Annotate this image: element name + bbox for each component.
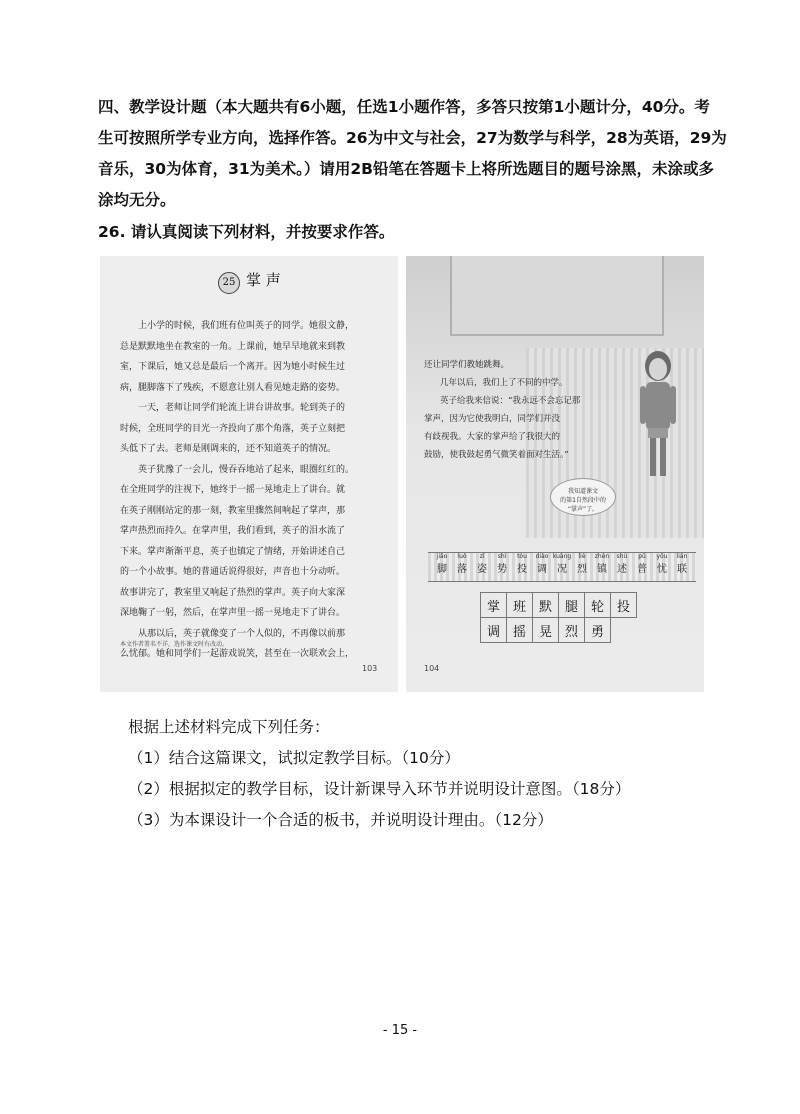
bubble-line: 我知道课文 <box>567 488 598 495</box>
intro-line: 音乐，30为体育，31为美术。）请用2B铅笔在答题卡上将所选题目的题号涂黑，未涂或多 <box>98 160 714 178</box>
text-line: 故事讲完了，教室里又响起了热烈的掌声。英子向大家深 <box>120 587 346 598</box>
pinyin-word <box>432 553 452 575</box>
vocab-char: 忧 <box>657 564 667 575</box>
page-gutter <box>398 256 406 692</box>
vocab-char: 普 <box>637 564 647 575</box>
text-line: 掌声热烈而持久。在掌声里，我们看到，英子的泪水流了 <box>120 526 346 536</box>
vocab-char: 联 <box>677 564 687 575</box>
lesson-body-text-continued <box>424 356 624 464</box>
grid-char: 调 <box>481 618 507 643</box>
writing-grid <box>480 592 637 643</box>
grid-row <box>481 618 637 643</box>
pinyin: lián <box>676 553 688 560</box>
question-26-heading: 26. 请认真阅读下列材料，并按要求作答。 <box>98 223 395 241</box>
intro-line: 涂均无分。 <box>98 191 176 209</box>
pinyin-word <box>592 553 612 575</box>
speech-bubble <box>550 478 616 516</box>
vocab-char: 镇 <box>597 564 607 575</box>
pinyin-word <box>452 553 472 575</box>
grid-char: 烈 <box>559 618 585 643</box>
textbook-page-left <box>100 256 398 692</box>
pinyin-word <box>492 553 512 575</box>
text-line: 上小学的时候，我们班有位叫英子的同学。她很文静， <box>138 321 355 331</box>
grid-char: 摇 <box>507 618 533 643</box>
lesson-body-text <box>120 316 382 665</box>
lesson-title <box>218 269 281 294</box>
vocab-char: 述 <box>617 564 627 575</box>
text-line: 英子犹豫了一会儿，慢吞吞地站了起来，眼圈红红的。 <box>138 464 355 475</box>
question-section-intro <box>98 92 727 216</box>
pinyin: diào <box>535 553 549 560</box>
text-line: 总是默默地坐在教室的一角。上课前，她早早地就来到教 <box>120 341 346 352</box>
bubble-line: “掌声”了。 <box>567 506 599 513</box>
task-item: （3）为本课设计一个合适的板书，并说明设计理由。（12分） <box>128 811 553 829</box>
girl-illustration <box>628 344 688 484</box>
task-item: （1）结合这篇课文，试拟定教学目标。（10分） <box>128 749 460 767</box>
pinyin: shì <box>497 553 507 560</box>
vocab-char: 投 <box>517 564 527 575</box>
vocab-char: 况 <box>557 564 567 575</box>
task-list <box>128 712 630 836</box>
pinyin-vocabulary-band <box>428 552 696 582</box>
pinyin-word <box>672 553 692 575</box>
text-line: 有歧视我。大家的掌声给了我很大的 <box>424 432 561 442</box>
grid-char: 默 <box>533 593 559 618</box>
pinyin: jiǎo <box>436 553 448 560</box>
pinyin-word <box>472 553 492 575</box>
lesson-number-badge: 25 <box>218 272 240 294</box>
lesson-title-text: 掌 声 <box>246 271 281 289</box>
pinyin: yōu <box>656 553 668 560</box>
grid-empty-cell <box>611 618 637 643</box>
pinyin-word <box>552 553 572 575</box>
pinyin: shù <box>616 553 628 560</box>
text-line: 室，下课后，她又总是最后一个离开。因为她小时候生过 <box>120 362 346 372</box>
text-line: 几年以后，我们上了不同的中学。 <box>440 378 568 388</box>
pinyin-word <box>512 553 532 575</box>
text-line: 一天，老师让同学们轮流上讲台讲故事。轮到英子的 <box>138 403 346 413</box>
page-number-right: 104 <box>424 664 440 673</box>
pinyin-word <box>532 553 552 575</box>
pinyin-word <box>572 553 592 575</box>
text-line: 的一个小故事。她的普通话说得很好，声音也十分动听。 <box>120 567 346 577</box>
pinyin-word <box>652 553 672 575</box>
task-item: （2）根据拟定的教学目标，设计新课导入环节并说明设计意图。（18分） <box>128 780 631 798</box>
text-line: 下来。掌声渐渐平息，英子也镇定了情绪，开始讲述自己 <box>120 546 346 557</box>
grid-char: 掌 <box>481 593 507 618</box>
pinyin-word <box>612 553 632 575</box>
pinyin: zī <box>479 553 485 560</box>
pinyin: liè <box>578 553 586 560</box>
text-line: 鼓励，使我鼓起勇气微笑着面对生活。” <box>424 450 569 460</box>
text-line: 英子给我来信说：“我永远不会忘记那 <box>440 396 581 406</box>
intro-line: 生可按照所学专业方向，选择作答。26为中文与社会，27为数学与科学，28为英语，29为 <box>98 129 727 147</box>
pinyin-word <box>632 553 652 575</box>
text-line: 么忧郁。她和同学们一起游戏说笑，甚至在一次联欢会上， <box>120 649 355 659</box>
text-line: 掌声，因为它使我明白，同学们并没 <box>424 414 561 424</box>
task-intro: 根据上述材料完成下列任务： <box>128 718 330 736</box>
grid-char: 勇 <box>585 618 611 643</box>
grid-char: 腿 <box>559 593 585 618</box>
text-line: 从那以后，英子就像变了一个人似的，不再像以前那 <box>138 628 346 639</box>
page-number-left: 103 <box>362 664 378 673</box>
textbook-page-right <box>406 256 704 692</box>
text-line: 在英子刚刚站定的那一刻，教室里骤然间响起了掌声，那 <box>120 505 346 516</box>
grid-char: 晃 <box>533 618 559 643</box>
vocab-char: 落 <box>457 564 467 575</box>
vocab-char: 烈 <box>577 564 587 575</box>
pinyin: luò <box>457 553 467 560</box>
pinyin: zhèn <box>594 553 610 560</box>
vocab-char: 脚 <box>437 564 447 575</box>
pinyin: kuàng <box>552 553 572 560</box>
intro-line: 四、教学设计题（本大题共有6小题，任选1小题作答，多答只按第1小题计分，40分。考 <box>98 98 710 116</box>
grid-row <box>481 593 637 618</box>
page-footer-number: - 15 - <box>382 1023 418 1038</box>
text-line: 头低下了去。老师是刚调来的，还不知道英子的情况。 <box>120 444 337 454</box>
text-line: 还让同学们教她跳舞。 <box>424 360 510 370</box>
text-line: 病，腿脚落下了残疾，不愿意让别人看见她走路的姿势。 <box>120 382 346 393</box>
vocab-char: 调 <box>537 564 547 575</box>
grid-char: 班 <box>507 593 533 618</box>
blackboard-illustration <box>450 256 664 336</box>
vocab-char: 姿 <box>477 564 487 575</box>
pinyin: pǔ <box>638 553 646 560</box>
lesson-footnote: 本文作者署名不详，选作课文时有改动。 <box>120 641 229 648</box>
pinyin: tóu <box>517 553 527 560</box>
text-line: 深地鞠了一躬，然后，在掌声里一摇一晃地走下了讲台。 <box>120 608 346 618</box>
vocab-char: 势 <box>497 564 507 575</box>
bubble-line: 的第1自然段中的 <box>560 497 606 504</box>
grid-char: 投 <box>611 593 637 618</box>
text-line: 时候，全班同学的目光一齐投向了那个角落，英子立刻把 <box>120 423 346 434</box>
textbook-spread-image <box>100 256 704 692</box>
text-line: 在全班同学的注视下，她终于一摇一晃地走上了讲台。就 <box>120 485 346 495</box>
grid-char: 轮 <box>585 593 611 618</box>
